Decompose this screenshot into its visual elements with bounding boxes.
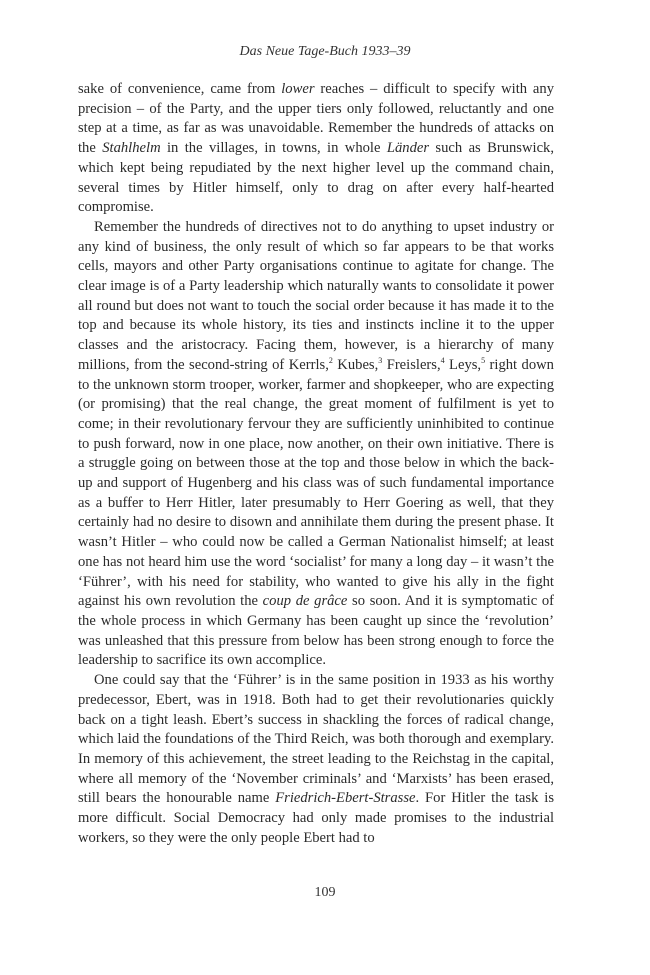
- text-run: Kubes,: [332, 356, 379, 373]
- body-text: [78, 80, 554, 848]
- text-run: in the villages, in towns, in whole: [160, 140, 387, 157]
- paragraph: [78, 671, 554, 848]
- running-header: Das Neue Tage-Buch 1933–39: [239, 44, 411, 59]
- text-run: Remember the hundreds of directives not to do anything to upset industry or any kind of business, the only result of which so far appears to be that works cells, mayors and other Party organisations continue to agitate for change. The clear image is of a Party leadership which naturally wants to consolidate it power all round but does not want to touch the social order because it has made it to the top and because its whole history, its ties and instincts incline it to the upper classes and the aristocracy. Facing them, however, is a hierarchy of many millions, from the second-string of Kerrls,: [78, 218, 554, 373]
- paragraph: [78, 80, 554, 218]
- text-run: One could say that the ‘Führer’ is in the same position in 1933 as his worthy predecessor, Ebert, was in 1918. Both had to get their revolutionaries quickly back on a tight leash. Ebert’s success in shackling the forces of radical change, which laid the foundations of the Third Reich, was both thorough and exemplary. In memory of this achievement, the street leading to the Reichstag in the capital, where all memory of the ‘November criminals’ and ‘Marxists’ has been erased, still bears the honourable name: [78, 672, 554, 807]
- text-run: Freislers,: [382, 356, 441, 373]
- italic-text: Stahlhelm: [102, 140, 161, 157]
- page-number: 109: [314, 885, 336, 900]
- text-run: such as Brunswick, which kept being repudiated by the next higher level up the command chain, several times by Hitler himself, only to drag on after every half-hearted compromise.: [78, 140, 554, 216]
- italic-text: Friedrich-Ebert-Strasse: [275, 790, 416, 807]
- text-run: . For Hitler the task is more difficult. Social Democracy had only made promises to the industrial workers, so they were the only people Ebert had to: [78, 790, 555, 846]
- footnote-marker: 3: [378, 355, 383, 365]
- footnote-marker: 2: [328, 355, 333, 365]
- paragraph: [78, 218, 554, 671]
- footnote-marker: 5: [481, 355, 486, 365]
- italic-text: coup de grâce: [262, 593, 348, 610]
- text-run: right down to the unknown storm trooper, worker, farmer and shopkeeper, who are expecting (or promising) that the real change, the great moment of fulfilment is yet to come; in their revolutionary fervour they are sufficiently uninhibited to continue to push forward, now in one place, now another, on their own initiative. There is a struggle going on between those at the top and those below in which the back-up and support of Hugenberg and his class was of such fundamental importance as a buffer to Herr Hitler, later presumably to Herr Goering as well, that they certainly had no desire to disown and annihilate them during the present phase. It wasn’t Hitler – who could now be called a German Nationalist himself; at least one has not heard him use the word ‘socialist’ for many a long day – it wasn’t the ‘Führer’, with his need for stability, who wanted to give his ally in the fight against his own revolution the: [78, 356, 554, 610]
- footnote-marker: 4: [440, 355, 445, 365]
- text-run: reaches – difficult to specify with any precision – of the Party, and the upper tiers only followed, reluctantly and one step at a time, as far as was unavoidable. Remember the hundreds of attacks on the: [78, 81, 554, 157]
- text-run: so soon. And it is symptomatic of the whole process in which Germany has been caught up since the ‘revolution’ was unleashed that this pressure from below has been strong enough to force the leadership to sacrifice its own accomplice.: [78, 593, 554, 669]
- text-run: Leys,: [444, 356, 482, 373]
- italic-text: Länder: [386, 140, 430, 157]
- italic-text: lower: [281, 81, 315, 97]
- text-run: sake of convenience, came from: [78, 81, 282, 97]
